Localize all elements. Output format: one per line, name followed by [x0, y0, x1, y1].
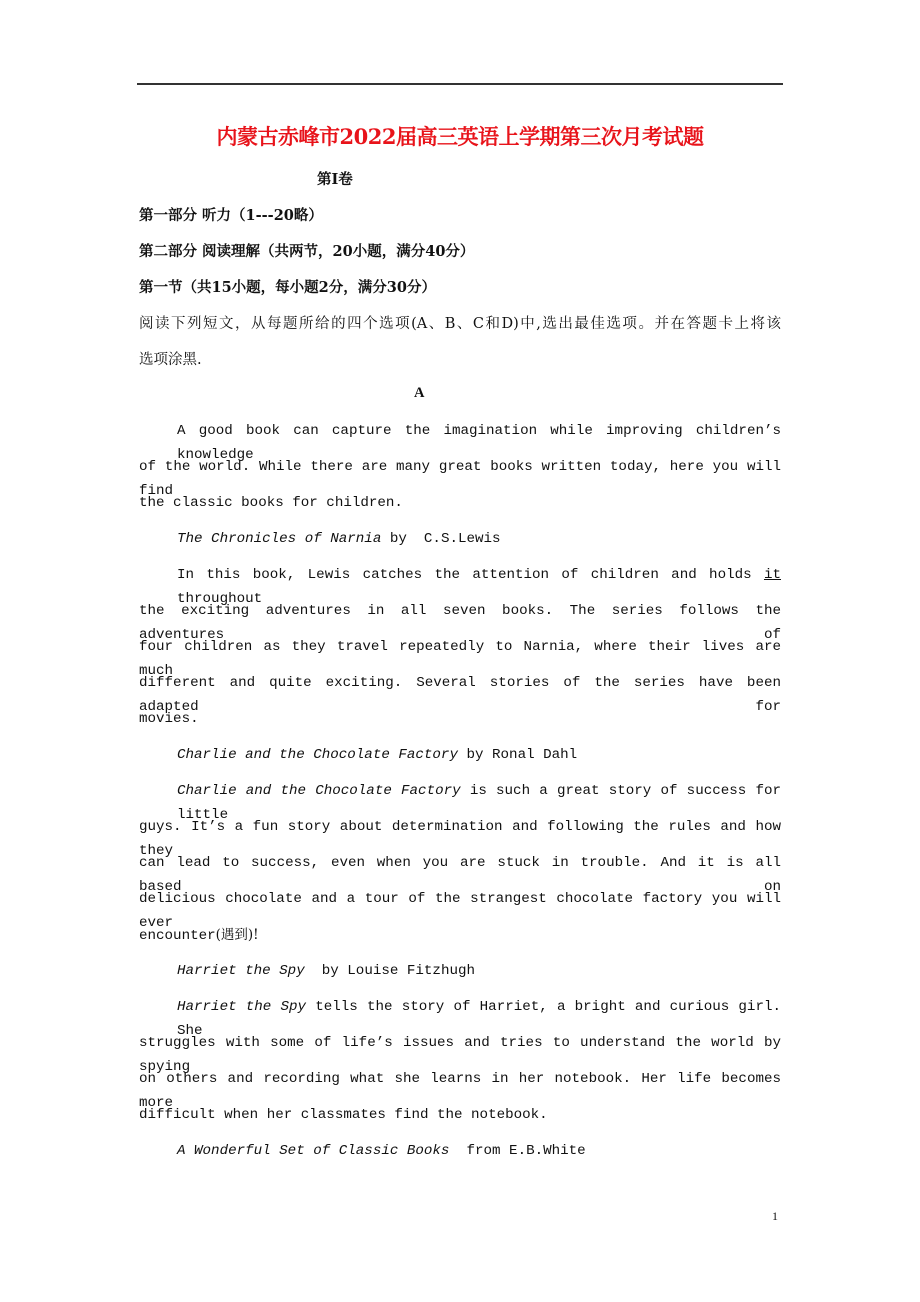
instructions-line: 选项涂黑.: [139, 352, 202, 368]
book-heading: [139, 743, 781, 779]
text-segment: is such a great story of success for little: [177, 783, 781, 823]
text-line: four children as they travel repeatedly to Narnia, where their lives are much: [139, 639, 781, 679]
text-line: [139, 923, 781, 959]
book-title: A Wonderful Set of Classic Books: [177, 1143, 450, 1159]
text-segment: encounter: [139, 928, 216, 944]
book-heading: [139, 1139, 781, 1175]
book-author: by Louise Fitzhugh: [304, 963, 475, 979]
text-line: [139, 995, 781, 1039]
page-number: 1: [772, 1209, 778, 1223]
passage-label: A: [414, 385, 425, 401]
underlined-word: it: [763, 567, 781, 583]
text-line: of the world. While there are many great books written today, here you will find: [139, 459, 781, 499]
text-line: delicious chocolate and a tour of the strangest chocolate factory you will ever: [139, 891, 781, 931]
part2-heading: 第二部分 阅读理解（共两节，20小题，满分40分）: [139, 243, 475, 260]
page-title: 内蒙古赤峰市2022届高三英语上学期第三次月考试题: [216, 124, 704, 149]
book-author: by Ronal Dahl: [457, 747, 578, 763]
book-heading: [139, 959, 781, 995]
text-line: movies.: [139, 711, 199, 727]
text-line: [139, 779, 781, 823]
volume-heading: 第Ⅰ卷: [317, 171, 353, 188]
book-author: from E.B.White: [449, 1143, 586, 1159]
text-line: the classic books for children.: [139, 495, 403, 511]
text-line: on others and recording what she learns in her notebook. Her life becomes more: [139, 1071, 781, 1111]
text-segment: tells the story of Harriet, a bright and curious girl. She: [177, 999, 781, 1039]
header-rule: [137, 83, 783, 85]
text-segment: In this book, Lewis catches the attention of children and holds: [177, 567, 764, 583]
instructions-line: 阅读下列短文，从每题所给的四个选项(A、B、C和D)中,选出最佳选项。并在答题卡上将该: [139, 316, 781, 332]
text-segment: throughout: [177, 591, 263, 607]
book-title: Charlie and the Chocolate Factory: [177, 783, 461, 799]
text-line: struggles with some of life’s issues and tries to understand the world by spying: [139, 1035, 781, 1075]
text-line: difficult when her classmates find the notebook.: [139, 1107, 548, 1123]
section1-heading: 第一节（共15小题，每小题2分，满分30分）: [139, 279, 436, 296]
chinese-gloss: (遇到)!: [215, 927, 259, 943]
text-line: guys. It’s a fun story about determination and following the rules and how they: [139, 819, 781, 859]
book-title: Harriet the Spy: [177, 999, 307, 1015]
text-line: the exciting adventures in all seven books. The series follows the adventures of: [139, 603, 781, 643]
book-heading: [139, 527, 781, 563]
part1-heading: 第一部分 听力（1---20略）: [139, 207, 323, 224]
text-line: [139, 563, 781, 607]
passage-body: [139, 419, 781, 1175]
text-line: different and quite exciting. Several stories of the series have been adapted for: [139, 675, 781, 715]
book-title: Harriet the Spy: [177, 963, 305, 979]
book-title: The Chronicles of Narnia: [177, 531, 382, 547]
book-author: by C.S.Lewis: [381, 531, 501, 547]
book-title: Charlie and the Chocolate Factory: [177, 747, 458, 763]
text-line: A good book can capture the imagination while improving children’s knowledge: [177, 423, 781, 463]
text-line: can lead to success, even when you are stuck in trouble. And it is all based on: [139, 855, 781, 895]
